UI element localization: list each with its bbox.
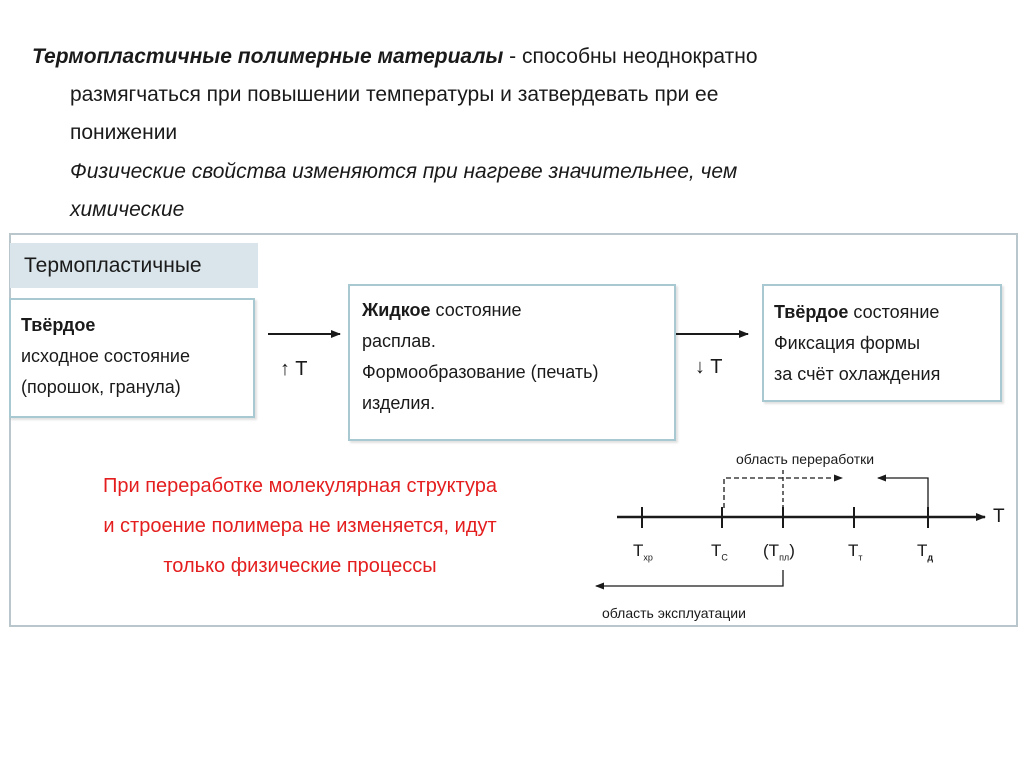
tick-label-glass: [711, 541, 728, 562]
tick-paren: ): [789, 541, 795, 560]
processing-region-bracket: [724, 478, 770, 508]
tick-label-crystallization: [633, 541, 653, 562]
tick-symbol: T: [917, 541, 928, 560]
state-line: за счёт охлаждения: [774, 364, 941, 384]
cool-label: ↓ T: [695, 356, 723, 378]
tick-subscript: т: [858, 552, 863, 563]
state-title: Твёрдое: [21, 315, 96, 335]
state-title: Жидкое: [362, 300, 431, 320]
service-region-label: область эксплуатации: [602, 605, 746, 621]
note-line: только физические процессы: [163, 555, 437, 577]
tick-subscript: д: [927, 552, 934, 563]
note-line: и строение полимера не изменяется, идут: [103, 515, 497, 537]
tick-subscript: пл: [779, 552, 790, 563]
tick-label-flow: [848, 541, 863, 562]
panel-tab-label: Термопластичные: [10, 243, 258, 288]
tick-symbol: T: [768, 541, 780, 560]
state-title-suffix: состояние: [848, 302, 940, 322]
state-line: изделия.: [362, 393, 436, 413]
service-region-arrow: [596, 570, 783, 586]
state-title: Твёрдое: [774, 302, 849, 322]
note-line: При переработке молекулярная структура: [102, 475, 497, 497]
tick-paren: (: [763, 541, 769, 560]
heading-line-4: Физические свойства изменяются при нагреве значительнее, чем: [70, 160, 738, 183]
tick-symbol: T: [711, 541, 722, 560]
state-line: исходное состояние: [21, 346, 190, 366]
tick-symbol: T: [633, 541, 644, 560]
heading-line-2: размягчаться при повышении температуры и затвердевать при ее: [70, 83, 719, 106]
state-line: (порошок, гранула): [21, 377, 181, 397]
heading-line-3: понижении: [70, 121, 178, 144]
axis-label: T: [993, 506, 1005, 527]
tick-subscript: С: [721, 552, 728, 563]
processing-region-arrow-left: [878, 478, 928, 508]
tick-label-decomposition: [917, 541, 933, 562]
tick-symbol: T: [848, 541, 859, 560]
heading-definition-start: - способны неоднократно: [503, 45, 758, 68]
heading-term: Термопластичные полимерные материалы: [32, 45, 504, 68]
state-title-suffix: состояние: [430, 300, 522, 320]
state-line: Формообразование (печать): [362, 362, 599, 382]
state-line: Фиксация формы: [774, 333, 921, 353]
processing-note: [20, 466, 580, 586]
tick-label-melting: [763, 541, 795, 562]
processing-region-label: область переработки: [736, 451, 875, 467]
heat-label: ↑ T: [280, 358, 308, 380]
heading-line-5: химические: [70, 198, 185, 221]
state-line: расплав.: [362, 331, 436, 351]
tick-subscript: хр: [643, 552, 653, 563]
